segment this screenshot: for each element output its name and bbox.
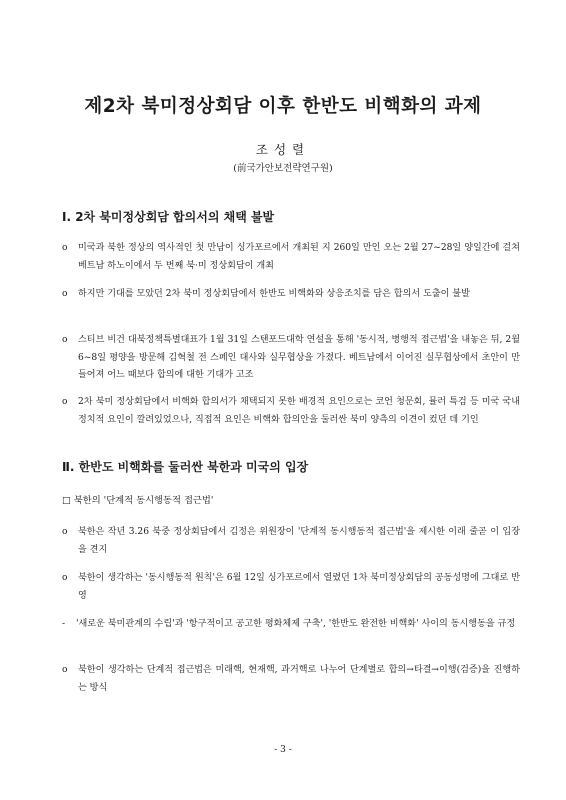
- bullet-text: 북한이 생각하는 '동시행동적 원칙'은 6월 12일 싱가포르에서 열렸던 1차 북미정상회담의 공동성명에 그대로 반영: [78, 573, 520, 601]
- bullet-marker: o: [62, 527, 68, 537]
- bullet-text: 북한은 작년 3.26 북중 정상회담에서 김정은 위원장이 '단계적 동시행동적 접근법'을 제시한 이래 줄곧 이 입장을 견지: [78, 527, 520, 555]
- bullet-marker: o: [62, 289, 68, 299]
- bullet-marker: o: [62, 665, 68, 675]
- section-2-dash-1: [62, 616, 520, 634]
- document-title: 제2차 북미정상회담 이후 한반도 비핵화의 과제: [84, 96, 482, 117]
- author-affiliation: (前국가안보전략연구원): [233, 163, 333, 174]
- bullet-marker: o: [62, 243, 68, 253]
- bullet-text: 미국과 북한 정상의 역사적인 첫 만남이 싱가포르에서 개최된 지 260일 만인 오는 2월 27~28일 양일간에 걸쳐 베트남 하노이에서 두 번째 북·미 정상회담이 개최: [78, 243, 520, 271]
- section-2-heading: Ⅱ. 한반도 비핵화를 둘러싼 북한과 미국의 입장: [62, 460, 309, 474]
- dash-marker: -: [62, 619, 66, 629]
- section-1-item-4: [62, 394, 520, 429]
- section-2-item-1: [62, 524, 520, 559]
- section-1-item-1: [62, 240, 520, 275]
- page-number: - 3 -: [274, 745, 292, 755]
- section-1-item-3: [62, 332, 520, 385]
- section-1-item-2: [62, 286, 520, 304]
- bullet-marker: o: [62, 573, 68, 583]
- bullet-text: 북한이 생각하는 단계적 접근법은 미래핵, 현재핵, 과거핵로 나누어 단계별로 합의→타결→이행(검증)을 진행하는 방식: [78, 665, 520, 693]
- bullet-marker: o: [62, 397, 68, 407]
- section-2-item-2: [62, 570, 520, 605]
- dash-text: '새로운 북미관계의 수립'과 '항구적이고 공고한 평화체제 구축', '한반도 완전한 비핵화' 사이의 동시행동을 규정: [76, 619, 516, 629]
- bullet-text: 스티브 비건 대북정책특별대표가 1월 31일 스탠포드대학 연설을 통해 '동시적, 병행적 접근법'을 내놓은 뒤, 2월 6~8일 평양을 방문해 김혁철 전 스페인 대사와 실무협상을 가졌다. 베트남에서 이어진 실무협상에서 초안이 만들어져 어느 때보다 합의에 대한 기대가 고조: [78, 335, 520, 380]
- bullet-text: 하지만 기대를 모았던 2차 북미 정상회담에서 한반도 비핵화와 상응조치를 담은 합의서 도출이 불발: [78, 289, 470, 299]
- author-name: 조성렬: [255, 142, 311, 157]
- section-2-subheading: □ 북한의 '단계적 동시행동적 접근법': [62, 495, 214, 506]
- bullet-text: 2차 북미 정상회담에서 비핵화 합의서가 채택되지 못한 배경적 요인으로는 코언 청문회, 뮬러 특검 등 미국 국내정치적 요인이 깔려있었으나, 직접적 요인은 비핵화 합의안을 둘러싼 북미 양측의 이견이 컸던 데 기인: [78, 397, 520, 425]
- bullet-marker: o: [62, 335, 68, 345]
- section-1-heading: Ⅰ. 2차 북미정상회담 합의서의 채택 불발: [62, 210, 275, 224]
- section-2-item-3: [62, 662, 520, 697]
